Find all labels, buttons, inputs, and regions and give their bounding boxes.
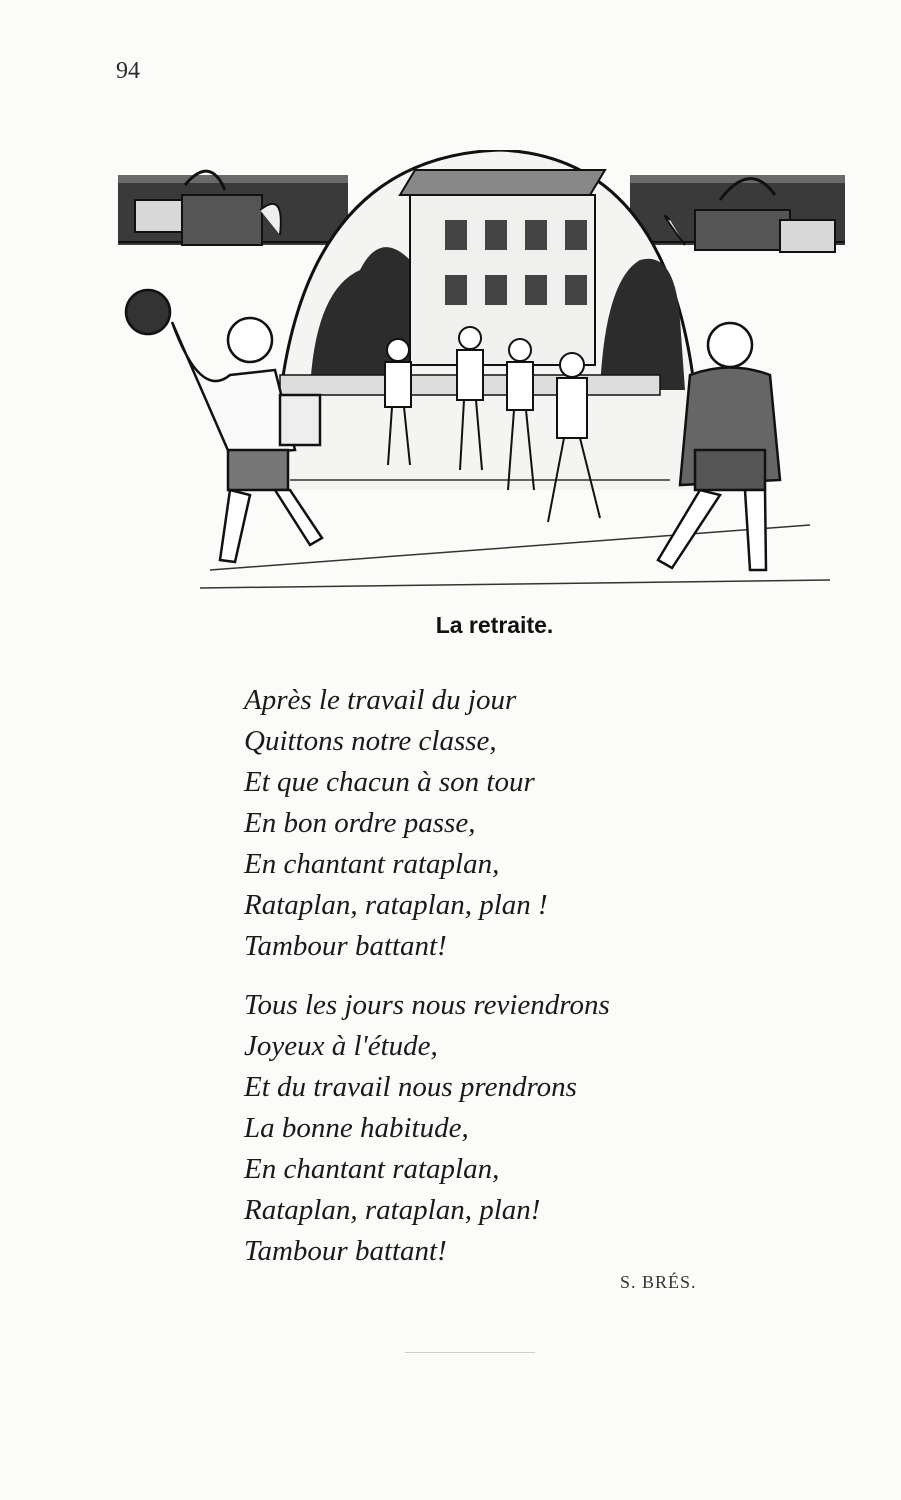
page-number: 94	[116, 58, 140, 84]
verse-line: Et du travail nous prendrons	[244, 1071, 577, 1103]
verse-line: Tambour battant!	[244, 1235, 447, 1267]
verse-line: En chantant rataplan,	[244, 848, 500, 880]
verse-line: Après le travail du jour	[244, 684, 517, 716]
verse-line: La bonne habitude,	[244, 1112, 469, 1144]
stanza-1	[244, 680, 548, 967]
verse-line: Rataplan, rataplan, plan!	[244, 1194, 541, 1226]
school-building	[400, 170, 605, 365]
poem-title: La retraite.	[435, 612, 554, 638]
verse-line: Et que chacun à son tour	[244, 766, 535, 798]
verse-line: Tous les jours nous reviendrons	[244, 989, 610, 1021]
verse-line: En chantant rataplan,	[244, 1153, 500, 1185]
stanza-2	[244, 985, 610, 1272]
poem-author: S. BRÉS.	[620, 1272, 697, 1292]
verse-line: En bon ordre passe,	[244, 807, 476, 839]
verse-line: Joyeux à l'étude,	[244, 1030, 438, 1062]
school-illustration	[110, 150, 850, 605]
verse-line: Quittons notre classe,	[244, 725, 497, 757]
verse-line: Rataplan, rataplan, plan !	[244, 889, 548, 921]
bleed-through-rule	[405, 1352, 535, 1353]
verse-line: Tambour battant!	[244, 930, 447, 962]
